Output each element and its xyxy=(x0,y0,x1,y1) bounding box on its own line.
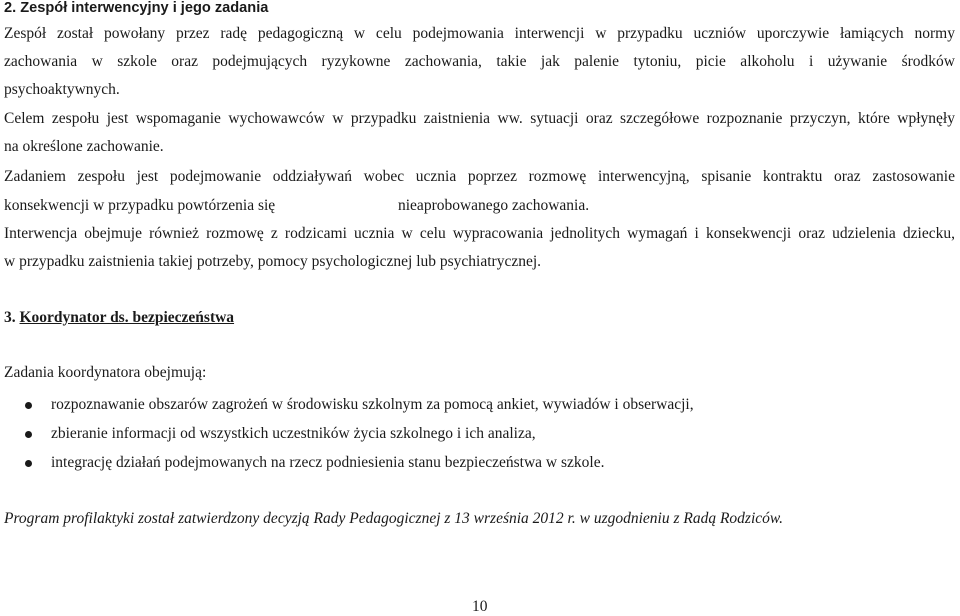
section-2-paragraph-4-line-1: Interwencja obejmuje również rozmowę z rodzicami ucznia w celu wypracowania jednolitych wymagań i konsekwencji oraz udzielenia dziecku, xyxy=(4,225,955,242)
list-item-text: integrację działań podejmowanych na rzecz podniesienia stanu bezpieczeństwa w szkole. xyxy=(51,454,605,471)
section-3-heading xyxy=(4,309,234,327)
bullet-icon xyxy=(25,460,32,467)
bullet-icon xyxy=(25,431,32,438)
list-item-text: rozpoznawanie obszarów zagrożeń w środowisku szkolnym za pomocą ankiet, wywiadów i obserwacji, xyxy=(51,396,694,413)
section-2-paragraph-2-line-1: Celem zespołu jest wspomaganie wychowawców w przypadku zaistnienia ww. sytuacji oraz szczegółowe rozpoznanie przyczyn, które wpłynęły xyxy=(4,110,955,127)
coordinator-tasks-intro: Zadania koordynatora obejmują: xyxy=(4,364,207,381)
bullet-icon xyxy=(25,402,32,409)
section-2-paragraph-3-line-2-end: nieaprobowanego zachowania. xyxy=(398,197,590,214)
section-2-paragraph-1-line-1: Zespół został powołany przez radę pedagogiczną w celu podejmowania interwencji w przypadku uczniów uporczywie łamiących normy xyxy=(4,25,955,42)
section-2-paragraph-1-line-2: zachowania w szkole oraz podejmujących ryzykowne zachowania, takie jak palenie tytoniu, picie alkoholu i używanie środków xyxy=(4,53,955,70)
section-2-paragraph-4-line-2: w przypadku zaistnienia takiej potrzeby, pomocy psychologicznej lub psychiatrycznej. xyxy=(4,253,542,270)
page-number: 10 xyxy=(472,598,488,615)
approval-note: Program profilaktyki został zatwierdzony decyzją Rady Pedagogicznej z 13 września 2012 r. w uzgodnieniu z Radą Rodziców. xyxy=(4,510,783,527)
list-item-text: zbieranie informacji od wszystkich uczestników życia szkolnego i ich analiza, xyxy=(51,425,536,442)
section-3-heading-text: Koordynator ds. bezpieczeństwa xyxy=(19,309,235,326)
section-2-paragraph-2-line-2: na określone zachowanie. xyxy=(4,138,164,155)
section-3-heading-number: 3. xyxy=(4,309,20,326)
section-2-heading: 2. Zespół interwencyjny i jego zadania xyxy=(4,0,269,16)
section-2-paragraph-3-line-2-start: konsekwencji w przypadku powtórzenia się xyxy=(4,197,276,214)
section-2-paragraph-1-line-3: psychoaktywnych. xyxy=(4,81,120,98)
section-2-paragraph-3-line-1: Zadaniem zespołu jest podejmowanie oddziaływań wobec ucznia poprzez rozmowę interwencyjną, spisanie kontraktu oraz zastosowanie xyxy=(4,168,955,185)
